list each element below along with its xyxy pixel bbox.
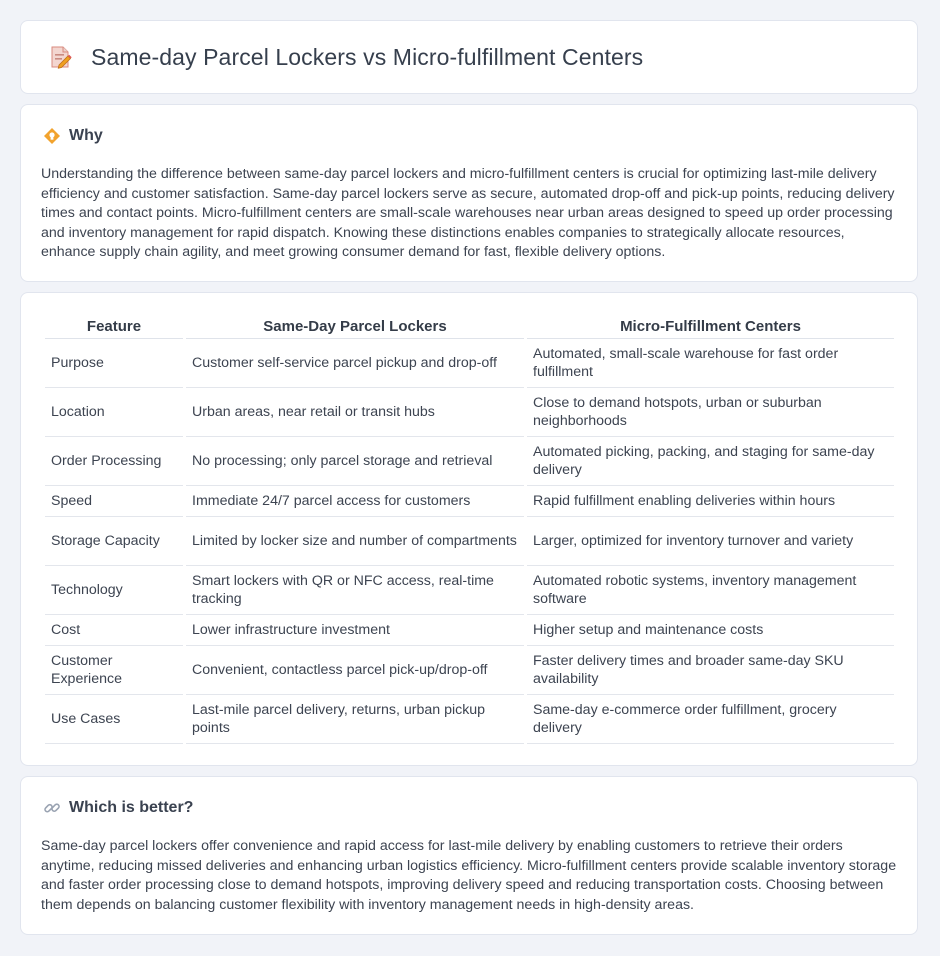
feature-cell: Technology [45, 566, 183, 615]
feature-cell: Speed [45, 486, 183, 517]
feature-cell: Storage Capacity [45, 517, 183, 566]
feature-cell: Use Cases [45, 695, 183, 744]
lockers-cell: Limited by locker size and number of compartments [186, 517, 524, 566]
table-row [45, 646, 894, 695]
mfc-cell: Larger, optimized for inventory turnover and variety [527, 517, 894, 566]
document-pencil-icon [47, 44, 73, 70]
which-better-section [20, 776, 918, 935]
which-better-text: Same-day parcel lockers offer convenience and rapid access for last-mile delivery by enabling customers to retrieve their orders anytime, reducing missed deliveries and enhancing urban logistics efficiency. Micro-fulfillment centers provide scalable inventory storage and faster order processing close to demand hotspots, improving delivery speed and reducing transportation costs. Choosing between them depends on balancing customer flexibility with inventory management needs in high-density areas. [41, 838, 897, 913]
link-icon [43, 799, 61, 817]
feature-cell: Customer Experience [45, 646, 183, 695]
comparison-card [20, 292, 918, 766]
mfc-cell: Higher setup and maintenance costs [527, 615, 894, 646]
header-micro-fulfillment: Micro-Fulfillment Centers [527, 314, 894, 339]
feature-cell: Purpose [45, 339, 183, 388]
table-row [45, 517, 894, 566]
lockers-cell: Convenient, contactless parcel pick-up/drop-off [186, 646, 524, 695]
mfc-cell: Faster delivery times and broader same-day SKU availability [527, 646, 894, 695]
mfc-cell: Same-day e-commerce order fulfillment, grocery delivery [527, 695, 894, 744]
lockers-cell: Lower infrastructure investment [186, 615, 524, 646]
feature-cell: Cost [45, 615, 183, 646]
feature-cell: Location [45, 388, 183, 437]
lockers-cell: Customer self-service parcel pickup and drop-off [186, 339, 524, 388]
why-section [20, 104, 918, 282]
bulb-icon [43, 127, 61, 145]
why-text: Understanding the difference between same-day parcel lockers and micro-fulfillment centers is crucial for optimizing last-mile delivery efficiency and customer satisfaction. Same-day parcel lockers serve as secure, automated drop-off and pick-up points, reducing delivery times and contact points. Micro-fulfillment centers are small-scale warehouses near urban areas designed to speed up order processing and inventory management for rapid dispatch. Knowing these distinctions enables companies to strategically allocate resources, enhance supply chain agility, and meet growing consumer demand for fast, flexible delivery options. [41, 166, 895, 261]
mfc-cell: Rapid fulfillment enabling deliveries within hours [527, 486, 894, 517]
header-feature: Feature [45, 314, 183, 339]
lockers-cell: No processing; only parcel storage and retrieval [186, 437, 524, 486]
table-row [45, 486, 894, 517]
lockers-cell: Immediate 24/7 parcel access for customers [186, 486, 524, 517]
header-parcel-lockers: Same-Day Parcel Lockers [186, 314, 524, 339]
mfc-cell: Automated, small-scale warehouse for fast order fulfillment [527, 339, 894, 388]
table-row [45, 388, 894, 437]
title-card [20, 20, 918, 94]
lockers-cell: Last-mile parcel delivery, returns, urban pickup points [186, 695, 524, 744]
table-row [45, 437, 894, 486]
table-row [45, 566, 894, 615]
mfc-cell: Automated picking, packing, and staging for same-day delivery [527, 437, 894, 486]
mfc-cell: Close to demand hotspots, urban or suburban neighborhoods [527, 388, 894, 437]
table-row [45, 339, 894, 388]
why-heading: Why [69, 127, 103, 144]
page-title: Same-day Parcel Lockers vs Micro-fulfillment Centers [91, 43, 644, 70]
feature-cell: Order Processing [45, 437, 183, 486]
table-header-row [45, 314, 894, 339]
lockers-cell: Smart lockers with QR or NFC access, real-time tracking [186, 566, 524, 615]
table-row [45, 695, 894, 744]
mfc-cell: Automated robotic systems, inventory management software [527, 566, 894, 615]
comparison-table [42, 314, 897, 744]
table-row [45, 615, 894, 646]
which-better-heading: Which is better? [69, 799, 194, 816]
lockers-cell: Urban areas, near retail or transit hubs [186, 388, 524, 437]
